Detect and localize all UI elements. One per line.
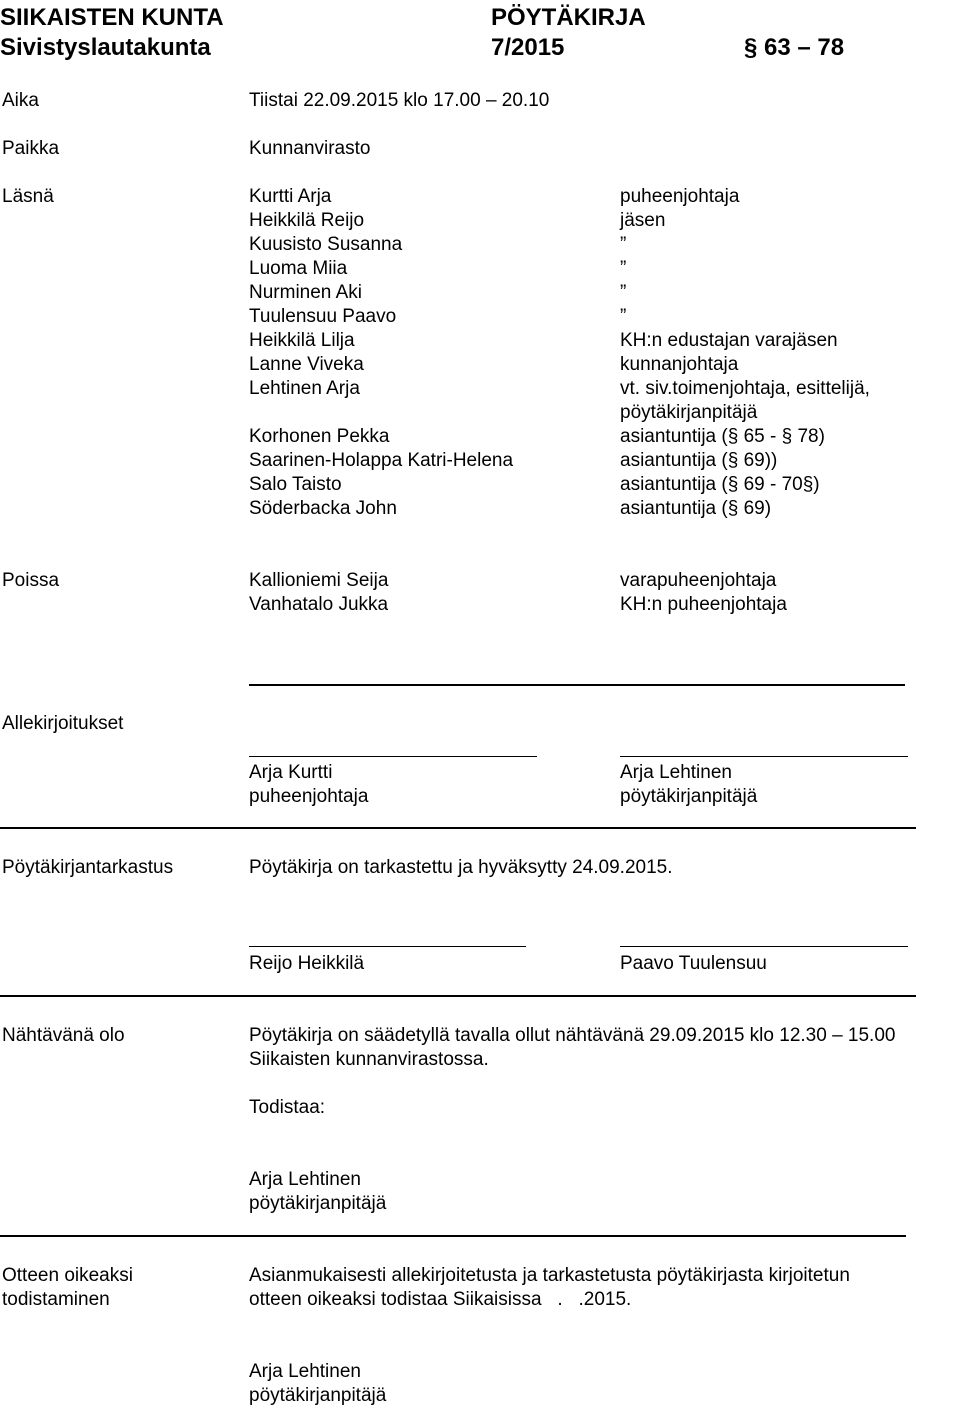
member-role-continued: pöytäkirjanpitäjä <box>620 402 758 423</box>
municipality-title: SIIKAISTEN KUNTA <box>0 4 224 31</box>
section-divider <box>249 684 905 686</box>
section-divider <box>0 1235 906 1237</box>
absent-label: Poissa <box>2 570 60 591</box>
chair-name: Arja Kurtti <box>249 762 333 783</box>
section-divider <box>0 827 916 829</box>
present-label: Läsnä <box>2 186 54 207</box>
certifier-role: pöytäkirjanpitäjä <box>249 1385 387 1406</box>
member-name: Söderbacka John <box>249 498 397 519</box>
display-text-line2: Siikaisten kunnanvirastossa. <box>249 1049 489 1070</box>
minutes-number: 7/2015 <box>491 34 565 61</box>
time-label: Aika <box>2 90 39 111</box>
certification-text-line1: Asianmukaisesti allekirjoitetusta ja tarkastetusta pöytäkirjasta kirjoitetun <box>249 1265 850 1286</box>
attest-label: Todistaa: <box>249 1097 326 1118</box>
ditto-mark: ” <box>620 282 627 303</box>
member-role: puheenjohtaja <box>620 186 740 207</box>
member-role: jäsen <box>620 210 666 231</box>
certifier-name: Arja Lehtinen <box>249 1361 361 1382</box>
member-role: asiantuntija (§ 69) <box>620 498 772 519</box>
member-name: Lanne Viveka <box>249 354 364 375</box>
signature-line <box>249 946 526 947</box>
member-name: Kurtti Arja <box>249 186 332 207</box>
signatures-label: Allekirjoitukset <box>2 713 124 734</box>
member-name: Lehtinen Arja <box>249 378 360 399</box>
member-role: KH:n puheenjohtaja <box>620 594 787 615</box>
member-role: kunnanjohtaja <box>620 354 739 375</box>
display-text-line1: Pöytäkirja on säädetyllä tavalla ollut nähtävänä 29.09.2015 klo 12.30 – 15.00 <box>249 1025 896 1046</box>
certification-label-line1: Otteen oikeaksi <box>2 1265 133 1286</box>
attester-role: pöytäkirjanpitäjä <box>249 1193 387 1214</box>
review-label: Pöytäkirjantarkastus <box>2 857 174 878</box>
board-name: Sivistyslautakunta <box>0 34 211 61</box>
ditto-mark: ” <box>620 306 627 327</box>
reviewer-name: Paavo Tuulensuu <box>620 953 767 974</box>
display-label: Nähtävänä olo <box>2 1025 125 1046</box>
signature-line <box>620 756 908 757</box>
place-value: Kunnanvirasto <box>249 138 371 159</box>
reviewer-name: Reijo Heikkilä <box>249 953 365 974</box>
review-text: Pöytäkirja on tarkastettu ja hyväksytty 24.09.2015. <box>249 857 673 878</box>
document-type: PÖYTÄKIRJA <box>491 4 646 31</box>
section-range: § 63 – 78 <box>744 34 845 61</box>
member-role: asiantuntija (§ 69 - 70§) <box>620 474 820 495</box>
member-role: vt. siv.toimenjohtaja, esittelijä, <box>620 378 870 399</box>
member-role: asiantuntija (§ 69)) <box>620 450 778 471</box>
member-name: Heikkilä Reijo <box>249 210 365 231</box>
member-name: Saarinen-Holappa Katri-Helena <box>249 450 514 471</box>
place-label: Paikka <box>2 138 60 159</box>
time-value: Tiistai 22.09.2015 klo 17.00 – 20.10 <box>249 90 550 111</box>
section-divider <box>0 995 916 997</box>
member-name: Salo Taisto <box>249 474 342 495</box>
secretary-name: Arja Lehtinen <box>620 762 732 783</box>
member-name: Luoma Miia <box>249 258 348 279</box>
member-name: Kuusisto Susanna <box>249 234 403 255</box>
attester-name: Arja Lehtinen <box>249 1169 361 1190</box>
member-name: Korhonen Pekka <box>249 426 390 447</box>
secretary-role: pöytäkirjanpitäjä <box>620 786 758 807</box>
ditto-mark: ” <box>620 234 627 255</box>
member-name: Vanhatalo Jukka <box>249 594 389 615</box>
signature-line <box>620 946 908 947</box>
signature-line <box>249 756 537 757</box>
member-name: Tuulensuu Paavo <box>249 306 397 327</box>
certification-text-line2: otteen oikeaksi todistaa Siikaisissa . .2015. <box>249 1289 632 1310</box>
member-name: Kallioniemi Seija <box>249 570 389 591</box>
ditto-mark: ” <box>620 258 627 279</box>
certification-label-line2: todistaminen <box>2 1289 110 1310</box>
member-role: KH:n edustajan varajäsen <box>620 330 838 351</box>
member-role: varapuheenjohtaja <box>620 570 777 591</box>
member-name: Nurminen Aki <box>249 282 362 303</box>
chair-role: puheenjohtaja <box>249 786 369 807</box>
member-name: Heikkilä Lilja <box>249 330 355 351</box>
member-role: asiantuntija (§ 65 - § 78) <box>620 426 825 447</box>
